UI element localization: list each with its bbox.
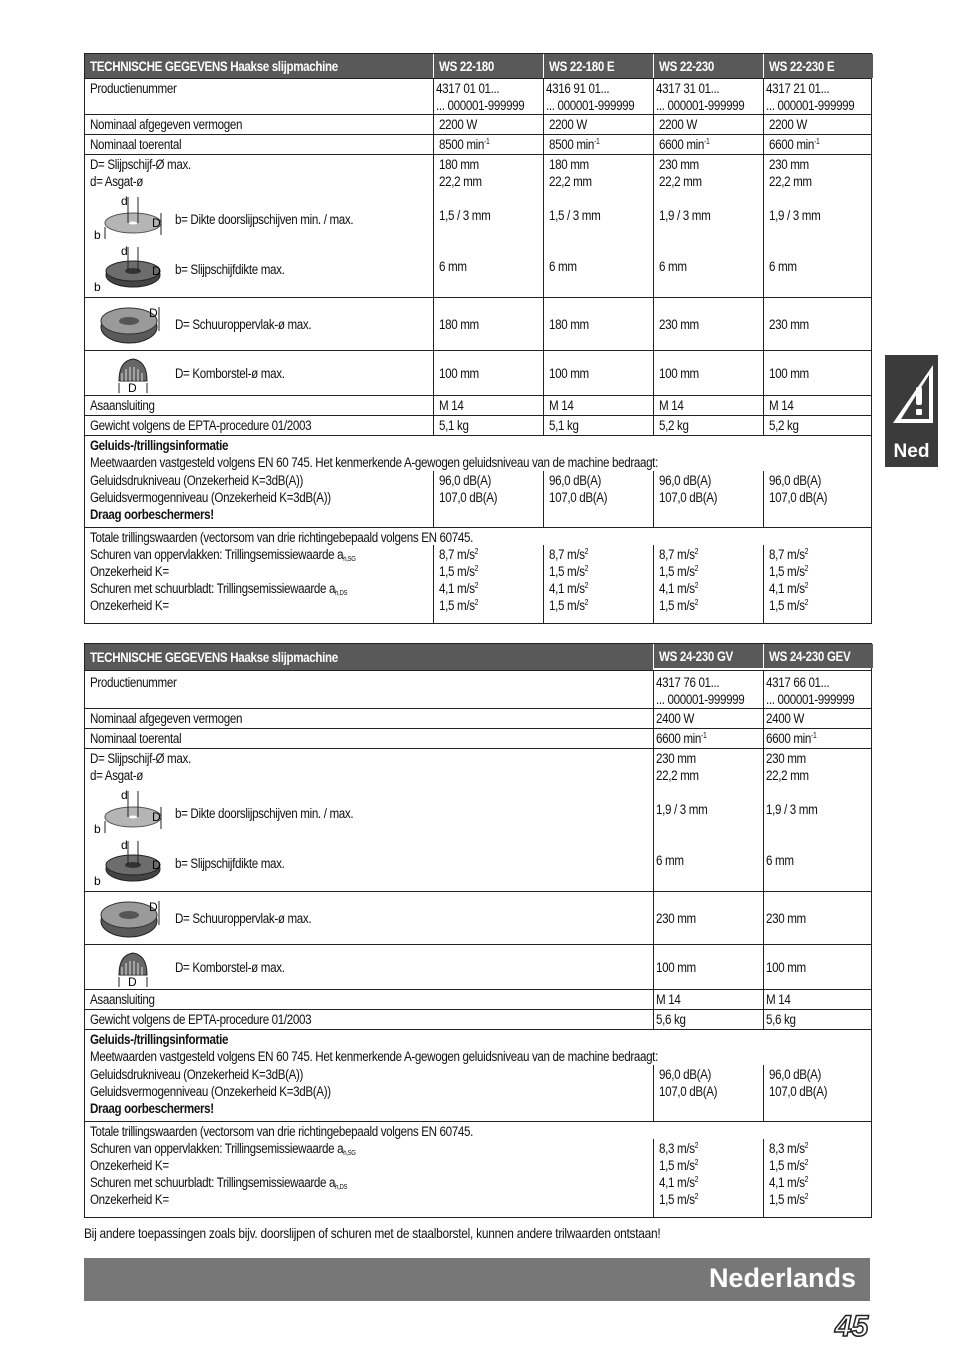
subscript: h,SG (343, 556, 356, 563)
value: 180 mm (549, 157, 589, 172)
value: 4,1 m/s (439, 581, 475, 596)
serial-range: ... 000001-999999 (766, 692, 855, 707)
row-label: Gewicht volgens de EPTA-procedure 01/2003 (90, 418, 312, 433)
power-row (85, 708, 871, 728)
noise-desc-row (85, 453, 871, 471)
unit-exponent: 2 (694, 547, 699, 556)
section-description: Meetwaarden vastgesteld volgens EN 60 745. Het kenmerkende A-gewogen geluidsniveau van de machine bedraagt: (90, 1049, 658, 1064)
icon-letter: D (128, 975, 137, 987)
value: 100 mm (656, 960, 696, 975)
weight-row (85, 1009, 871, 1029)
value: 4,1 m/s (659, 1175, 695, 1190)
value: M 14 (769, 398, 794, 413)
unit-exponent: 2 (584, 598, 589, 607)
value: M 14 (549, 398, 574, 413)
icon-letter: d (121, 195, 128, 208)
row-label: d= Asgat-ø (90, 768, 144, 783)
page-number: 45 (835, 1310, 869, 1343)
table-title: TECHNISCHE GEGEVENS Haakse slijpmachine (90, 650, 338, 665)
row-label: Gewicht volgens de EPTA-procedure 01/2003 (90, 1012, 312, 1027)
unit-exponent: 2 (804, 564, 809, 573)
value: 8,3 m/s (769, 1141, 805, 1156)
section-heading: Totale trillingswaarden (vectorsom van drie richtingebepaald volgens EN 60745. (90, 530, 473, 545)
vibration-note (84, 1225, 762, 1241)
ear-protection-warning: Draag oorbeschermers! (90, 1101, 214, 1116)
icon-letter: D (152, 810, 161, 824)
value: 100 mm (659, 366, 699, 381)
unit-exponent: -1 (701, 731, 707, 740)
serial-range: ... 000001-999999 (766, 98, 855, 113)
model-header: WS 24-230 GEV (769, 649, 851, 664)
row-label: Nominaal afgegeven vermogen (90, 117, 243, 132)
sanding-disc-icon (99, 301, 163, 347)
grinding-disc-icon (93, 839, 163, 887)
value: 180 mm (549, 317, 589, 332)
row-label: b= Dikte doorslijpschijven min. / max. (175, 212, 354, 227)
section-heading: Geluids-/trillingsinformatie (90, 1032, 229, 1047)
production-number-row (85, 78, 871, 114)
value: 1,9 / 3 mm (656, 802, 708, 817)
icon-letter: b (94, 280, 101, 293)
row-label: D= Komborstel-ø max. (175, 366, 285, 381)
value: 8500 min (549, 137, 595, 152)
value: 22,2 mm (769, 174, 812, 189)
value: 8,7 m/s (659, 547, 695, 562)
row-label: D= Schuuroppervlak-ø max. (175, 911, 312, 926)
value: 22,2 mm (549, 174, 592, 189)
row-label: Onzekerheid K= (90, 1192, 169, 1207)
language-label: Ned (893, 441, 930, 462)
noise-desc-row (85, 1047, 871, 1065)
row-label: Schuren met schuurbladt: Trillingsemissiewaarde a (90, 581, 336, 596)
value: 22,2 mm (439, 174, 482, 189)
row-label: D= Slijpschijf-Ø max. (90, 157, 191, 172)
unit-exponent: 2 (474, 547, 479, 556)
value: 4,1 m/s (769, 581, 805, 596)
icon-letter: d (121, 245, 128, 258)
value: 96,0 dB(A) (549, 473, 602, 488)
subscript: h,DS (335, 1184, 348, 1191)
value: 230 mm (659, 317, 699, 332)
unit-exponent: 2 (584, 581, 589, 590)
value: 8,3 m/s (659, 1141, 695, 1156)
value: 4,1 m/s (769, 1175, 805, 1190)
row-label: Nominaal toerental (90, 137, 182, 152)
row-label: b= Slijpschijfdikte max. (175, 262, 285, 277)
cutting-disc-icon (93, 789, 163, 835)
unit-exponent: -1 (814, 137, 820, 146)
value: 6600 min (769, 137, 815, 152)
row-label: Asaansluiting (90, 992, 155, 1007)
section-heading: Totale trillingswaarden (vectorsom van drie richtingebepaald volgens EN 60745. (90, 1124, 473, 1139)
production-number: 4317 31 01... (656, 81, 720, 96)
brush-row (85, 944, 871, 989)
vibration-header-row (85, 527, 871, 545)
value: 8500 min (439, 137, 485, 152)
value: 8,7 m/s (769, 547, 805, 562)
value: 107,0 dB(A) (549, 490, 608, 505)
value: 5,2 kg (659, 418, 689, 433)
grinding-disc-icon (93, 245, 163, 293)
brush-row (85, 350, 871, 395)
icon-letter: D (149, 900, 158, 914)
table-header-row (85, 644, 871, 670)
value: M 14 (439, 398, 464, 413)
value: 6600 min (656, 731, 702, 746)
row-label: Schuren van oppervlakken: Trillingsemissiewaarde a (90, 547, 344, 562)
unit-exponent: 2 (584, 564, 589, 573)
row-label: b= Dikte doorslijpschijven min. / max. (175, 806, 354, 821)
unit-exponent: 2 (694, 1141, 699, 1150)
speed-row (85, 728, 871, 748)
sanding-row (85, 297, 871, 350)
row-label: Nominaal toerental (90, 731, 182, 746)
value: 1,5 m/s (769, 598, 805, 613)
row-label: Geluidsvermogenniveau (Onzekerheid K=3dB(A)) (90, 1084, 331, 1099)
value: 6 mm (766, 853, 794, 868)
value: 100 mm (769, 366, 809, 381)
cutting-disc-icon (93, 195, 163, 241)
model-header: WS 22-230 E (769, 59, 835, 74)
unit-exponent: 2 (804, 1158, 809, 1167)
value: 8,7 m/s (549, 547, 585, 562)
value: 107,0 dB(A) (439, 490, 498, 505)
value: 2200 W (659, 117, 697, 132)
row-label: Productienummer (90, 675, 177, 690)
value: 6 mm (656, 853, 684, 868)
value: 5,1 kg (439, 418, 469, 433)
value: 230 mm (656, 751, 696, 766)
weight-row (85, 415, 871, 435)
value: 1,9 / 3 mm (659, 208, 711, 223)
serial-range: ... 000001-999999 (656, 692, 745, 707)
unit-exponent: 2 (804, 547, 809, 556)
spec-table-1 (84, 53, 872, 624)
value: 1,5 m/s (659, 1192, 695, 1207)
unit-exponent: 2 (694, 598, 699, 607)
value: 96,0 dB(A) (769, 1067, 822, 1082)
value: 96,0 dB(A) (439, 473, 492, 488)
unit-exponent: -1 (484, 137, 490, 146)
serial-range: ... 000001-999999 (436, 98, 525, 113)
model-header: WS 24-230 GV (659, 649, 733, 664)
speed-row (85, 134, 871, 154)
cup-brush-icon (113, 353, 153, 393)
value: 1,5 m/s (659, 1158, 695, 1173)
value: M 14 (659, 398, 684, 413)
subscript: h,DS (335, 590, 348, 597)
value: 5,6 kg (766, 1012, 796, 1027)
disc-dimensions-row (85, 748, 871, 891)
unit-exponent: -1 (811, 731, 817, 740)
vibration-header-row (85, 1121, 871, 1139)
value: 2400 W (766, 711, 804, 726)
table-title: TECHNISCHE GEGEVENS Haakse slijpmachine (90, 59, 338, 74)
value: 96,0 dB(A) (659, 1067, 712, 1082)
icon-letter: D (152, 858, 161, 872)
value: 22,2 mm (656, 768, 699, 783)
unit-exponent: 2 (474, 598, 479, 607)
unit-exponent: 2 (694, 581, 699, 590)
disc-dimensions-row (85, 154, 871, 297)
value: M 14 (656, 992, 681, 1007)
table-header-row (85, 54, 871, 78)
sanding-disc-icon (99, 895, 163, 941)
value: 1,5 m/s (659, 598, 695, 613)
serial-range: ... 000001-999999 (546, 98, 635, 113)
production-number: 4316 91 01... (546, 81, 610, 96)
value: 230 mm (766, 751, 806, 766)
model-header: WS 22-180 E (549, 59, 615, 74)
value: M 14 (766, 992, 791, 1007)
unit-exponent: 2 (804, 581, 809, 590)
unit-exponent: -1 (594, 137, 600, 146)
value: 1,5 m/s (659, 564, 695, 579)
cup-brush-icon (113, 947, 153, 987)
language-side-tab (885, 355, 938, 467)
sanding-row (85, 891, 871, 944)
row-label: Onzekerheid K= (90, 564, 169, 579)
production-number: 4317 66 01... (766, 675, 830, 690)
unit-exponent: 2 (804, 1141, 809, 1150)
serial-range: ... 000001-999999 (656, 98, 745, 113)
value: 1,9 / 3 mm (769, 208, 821, 223)
icon-letter: D (149, 306, 158, 320)
noise-header-row (85, 1029, 871, 1047)
value: 1,5 m/s (439, 598, 475, 613)
value: 2400 W (656, 711, 694, 726)
value: 1,5 m/s (549, 598, 585, 613)
unit-exponent: 2 (474, 581, 479, 590)
row-label: Productienummer (90, 81, 177, 96)
icon-letter: b (94, 228, 101, 241)
icon-letter: d (121, 839, 128, 852)
subscript: h,SG (343, 1150, 356, 1157)
value: 2200 W (769, 117, 807, 132)
vibration-values-row (85, 545, 871, 623)
value: 2200 W (439, 117, 477, 132)
row-label: Geluidsdrukniveau (Onzekerheid K=3dB(A)) (90, 1067, 304, 1082)
row-label: Geluidsvermogenniveau (Onzekerheid K=3dB(A)) (90, 490, 331, 505)
section-heading: Geluids-/trillingsinformatie (90, 438, 229, 453)
row-label: Schuren van oppervlakken: Trillingsemissiewaarde a (90, 1141, 344, 1156)
value: 1,5 / 3 mm (439, 208, 491, 223)
unit-exponent: 2 (804, 598, 809, 607)
value: 5,1 kg (549, 418, 579, 433)
icon-letter: d (121, 789, 128, 802)
value: 107,0 dB(A) (659, 490, 718, 505)
spindle-row (85, 989, 871, 1009)
production-number: 4317 01 01... (436, 81, 500, 96)
value: 1,5 m/s (769, 1158, 805, 1173)
unit-exponent: 2 (694, 1175, 699, 1184)
unit-exponent: 2 (694, 1158, 699, 1167)
note-text: Bij andere toepassingen zoals bijv. doorslijpen of schuren met de staalborstel, kunnen andere trilwaarden ontstaan! (84, 1225, 661, 1241)
value: 5,2 kg (769, 418, 799, 433)
model-header: WS 22-230 (659, 59, 714, 74)
value: 6 mm (549, 259, 577, 274)
icon-letter: b (94, 822, 101, 835)
noise-values-row (85, 471, 871, 527)
value: 6600 min (659, 137, 705, 152)
value: 6 mm (769, 259, 797, 274)
production-number: 4317 21 01... (766, 81, 830, 96)
value: 96,0 dB(A) (659, 473, 712, 488)
value: 96,0 dB(A) (769, 473, 822, 488)
footer-language: Nederlands (708, 1263, 856, 1293)
icon-letter: D (152, 264, 161, 278)
value: 6 mm (439, 259, 467, 274)
row-label: Schuren met schuurbladt: Trillingsemissiewaarde a (90, 1175, 336, 1190)
value: 1,5 m/s (769, 564, 805, 579)
row-label: D= Komborstel-ø max. (175, 960, 285, 975)
unit-exponent: 2 (474, 564, 479, 573)
row-label: d= Asgat-ø (90, 174, 144, 189)
model-header: WS 22-180 (439, 59, 494, 74)
spindle-row (85, 395, 871, 415)
value: 100 mm (549, 366, 589, 381)
value: 230 mm (769, 317, 809, 332)
section-description: Meetwaarden vastgesteld volgens EN 60 745. Het kenmerkende A-gewogen geluidsniveau van de machine bedraagt: (90, 455, 658, 470)
row-label: D= Slijpschijf-Ø max. (90, 751, 191, 766)
unit-exponent: 2 (694, 564, 699, 573)
value: 6600 min (766, 731, 812, 746)
unit-exponent: 2 (804, 1175, 809, 1184)
value: 1,5 m/s (549, 564, 585, 579)
value: 22,2 mm (766, 768, 809, 783)
value: 107,0 dB(A) (769, 1084, 828, 1099)
row-label: D= Schuuroppervlak-ø max. (175, 317, 312, 332)
value: 1,9 / 3 mm (766, 802, 818, 817)
value: 230 mm (659, 157, 699, 172)
row-label: b= Slijpschijfdikte max. (175, 856, 285, 871)
row-label: Onzekerheid K= (90, 1158, 169, 1173)
unit-exponent: 2 (584, 547, 589, 556)
value: 4,1 m/s (659, 581, 695, 596)
icon-letter: D (128, 381, 137, 393)
value: 1,5 m/s (769, 1192, 805, 1207)
value: 107,0 dB(A) (659, 1084, 718, 1099)
power-row (85, 114, 871, 134)
icon-letter: b (94, 874, 101, 887)
value: 1,5 / 3 mm (549, 208, 601, 223)
value: 180 mm (439, 157, 479, 172)
production-number: 4317 76 01... (656, 675, 720, 690)
production-number-row (85, 670, 871, 708)
unit-exponent: -1 (704, 137, 710, 146)
row-label: Geluidsdrukniveau (Onzekerheid K=3dB(A)) (90, 473, 304, 488)
row-label: Asaansluiting (90, 398, 155, 413)
noise-header-row (85, 435, 871, 453)
value: 230 mm (656, 911, 696, 926)
value: 100 mm (439, 366, 479, 381)
value: 8,7 m/s (439, 547, 475, 562)
value: 4,1 m/s (549, 581, 585, 596)
row-label: Onzekerheid K= (90, 598, 169, 613)
ear-protection-warning: Draag oorbeschermers! (90, 507, 214, 522)
value: 230 mm (769, 157, 809, 172)
value: 180 mm (439, 317, 479, 332)
value: 1,5 m/s (439, 564, 475, 579)
value: 230 mm (766, 911, 806, 926)
spec-table-2 (84, 643, 872, 1218)
row-label: Nominaal afgegeven vermogen (90, 711, 243, 726)
value: 6 mm (659, 259, 687, 274)
value: 100 mm (766, 960, 806, 975)
value: 22,2 mm (659, 174, 702, 189)
unit-exponent: 2 (694, 1192, 699, 1201)
icon-letter: D (152, 216, 161, 230)
footer-language-bar (84, 1258, 870, 1301)
noise-values-row (85, 1065, 871, 1121)
value: 5,6 kg (656, 1012, 686, 1027)
warning-exclamation-icon (889, 363, 935, 425)
value: 107,0 dB(A) (769, 490, 828, 505)
vibration-values-row (85, 1139, 871, 1217)
unit-exponent: 2 (804, 1192, 809, 1201)
value: 2200 W (549, 117, 587, 132)
